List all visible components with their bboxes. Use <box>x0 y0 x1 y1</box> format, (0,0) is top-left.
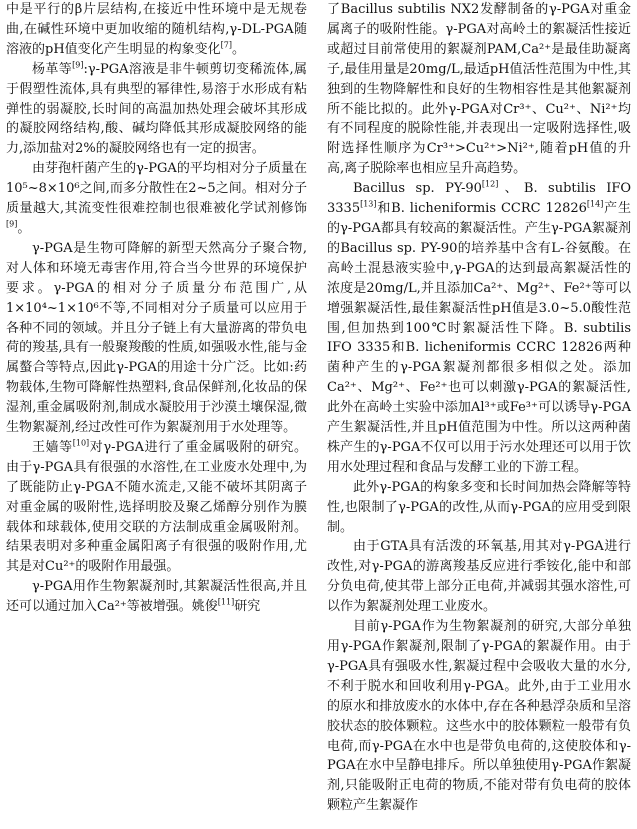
citation: [10] <box>72 438 90 448</box>
paragraph: 了Bacillus subtilis NX2发酵制备的γ-PGA对重金属离子的吸附性能。γ-PGA对高岭土的絮凝活性接近或超过目前常使用的絮凝剂PAM,Ca²⁺是最佳助凝离子,最佳用量是20mg/L,最适pH值活性范围为中性,其独到的生物降解性和良好的生物相容性是其他絮凝剂所不能比拟的。此外γ-PGA对Cr³⁺、Cu²⁺、Ni²⁺均有不同程度的脱除性能,并表现出一定吸附选择性,吸附选择性顺序为Cr³⁺>Cu²⁺>Ni²⁺,随着pH值的升高,离子脱除率也相应呈升高趋势。 <box>327 2 631 177</box>
paragraph: 此外γ-PGA的构象多变和长时间加热会降解等特性,也限制了γ-PGA的改性,从而γ-PGA的应用受到限制。 <box>327 479 631 535</box>
citation: [13] <box>360 199 377 209</box>
right-column <box>327 0 631 816</box>
citation: [12] <box>481 179 499 189</box>
citation: [11] <box>217 597 235 607</box>
paragraph: γ-PGA用作生物絮凝剂时,其絮凝活性很高,并且还可以通过加入Ca²⁺等被增强。姚俊[11]研究 <box>6 579 307 615</box>
citation: [9] <box>6 219 18 229</box>
paragraph: γ-PGA是生物可降解的新型天然高分子聚合物,对人体和环境无毒害作用,符合当今世界的环境保护要求。γ-PGA的相对分子质量分布范围广,从1×10⁴~1×10⁶不等,不同相对分子质量可以应用于各种不同的领域。并且分子链上有大量游离的带负电荷的羧基,具有一般聚羧酸的性质,如强吸水性,能与金属螯合等特点,因此γ-PGA的用途十分广泛。比如:药物载体,生物可降解性热塑料,食品保鲜剂,化妆品的保湿剂,重金属吸附剂,制成水凝胶用于沙漠土壤保湿,微生物絮凝剂,经过改性可作为絮凝剂用于水处理等。 <box>6 240 307 436</box>
paragraph: 由于GTA具有活泼的环氧基,用其对γ-PGA进行改性,对γ-PGA的游离羧基反应进行季铵化,能中和部分负电荷,使其带上部分正电荷,并减弱其强水溶性,可以作为絮凝剂处理工业废水。 <box>327 539 631 615</box>
paragraph: Bacillus sp. PY-90[12]、B. subtilis IFO 3335[13]和B. licheniformis CCRC 12826[14]产生的γ-PGA都具有较高的絮凝活性。产生γ-PGA絮凝剂的Bacillus sp. PY-90的培养基中含有L-谷氨酸。在高岭土混悬液实验中,γ-PGA的达到最高絮凝活性的浓度是20mg/L,并且添加Ca²⁺、Mg²⁺、Fe²⁺等可以增强絮凝活性,最佳絮凝活性pH值是3.0~5.0酸性范围,但加热到100℃时絮凝活性下降。B. subtilis IFO 3335和B. licheniformis CCRC 12826两种菌种产生的γ-PGA絮凝剂都很多相似之处。添加Ca²⁺、Mg²⁺、Fe²⁺也可以刺激γ-PGA的絮凝活性,此外在高岭土实验中添加Al³⁺或Fe³⁺可以诱导γ-PGA产生絮凝活性,并且pH值范围为中性。所以这两种菌株产生的γ-PGA不仅可以用于污水处理还可以用于饮用水处理过程和食品与发酵工业的下游工程。 <box>327 179 632 475</box>
paragraph: 杨革等[9]:γ-PGA溶液是非牛顿剪切变稀流体,属于假塑性流体,具有典型的幂律性,易溶于水形成有粘弹性的弱凝胶,长时间的高温加热处理会破坏其形成的凝胶网络结构,酸、碱均降低其形成凝胶网络的能力,添加盐对2%的凝胶网络也有一定的损害。 <box>6 60 307 157</box>
paragraph: 中是平行的β片层结构,在接近中性环境中是无规卷曲,在碱性环境中更加收缩的随机结构,γ-DL-PGA随溶液的pH值变化产生明显的构象变化[7]。 <box>6 2 307 57</box>
citation: [9] <box>72 60 84 70</box>
citation: [14] <box>586 199 604 209</box>
paragraph: 目前γ-PGA作为生物絮凝剂的研究,大部分单独用γ-PGA作絮凝剂,限制了γ-PGA的絮凝作用。由于γ-PGA具有强吸水性,絮凝过程中会吸收大量的水分,不利于脱水和回收利用γ-PGA。此外,由于工业用水的原水和排放废水的水体中,存在各种悬浮杂质和呈溶胶状态的胶体颗粒。这些水中的胶体颗粒一般带有负电荷,而γ-PGA在水中也是带负电荷的,这使胶体和γ-PGA在水中呈静电排斥。所以单独使用γ-PGA作絮凝剂,只能吸附正电荷的物质,不能对带有负电荷的胶体颗粒产生絮凝作 <box>327 619 631 814</box>
paragraph: 由芽孢杆菌产生的γ-PGA的平均相对分子质量在10⁵~8×10⁶之间,而多分散性在2~5之间。相对分子质量越大,其流变性很难控制也很难被化学试剂修饰[9]。 <box>6 161 307 236</box>
paragraph: 王嫱等[10]对γ-PGA进行了重金属吸附的研究。由于γ-PGA具有很强的水溶性,在工业废水处理中,为了既能防止γ-PGA不随水流走,又能不破坏其阴离子对重金属的吸附性,选择明胶及聚乙烯醇分别作为膜载体和球载体,使用交联的方法制成重金属吸附剂。结果表明对多种重金属阳离子有很强的吸附作用,尤其是对Cu²⁺的吸附作用最强。 <box>6 438 307 575</box>
citation: [7] <box>220 40 233 50</box>
left-column <box>6 0 307 617</box>
